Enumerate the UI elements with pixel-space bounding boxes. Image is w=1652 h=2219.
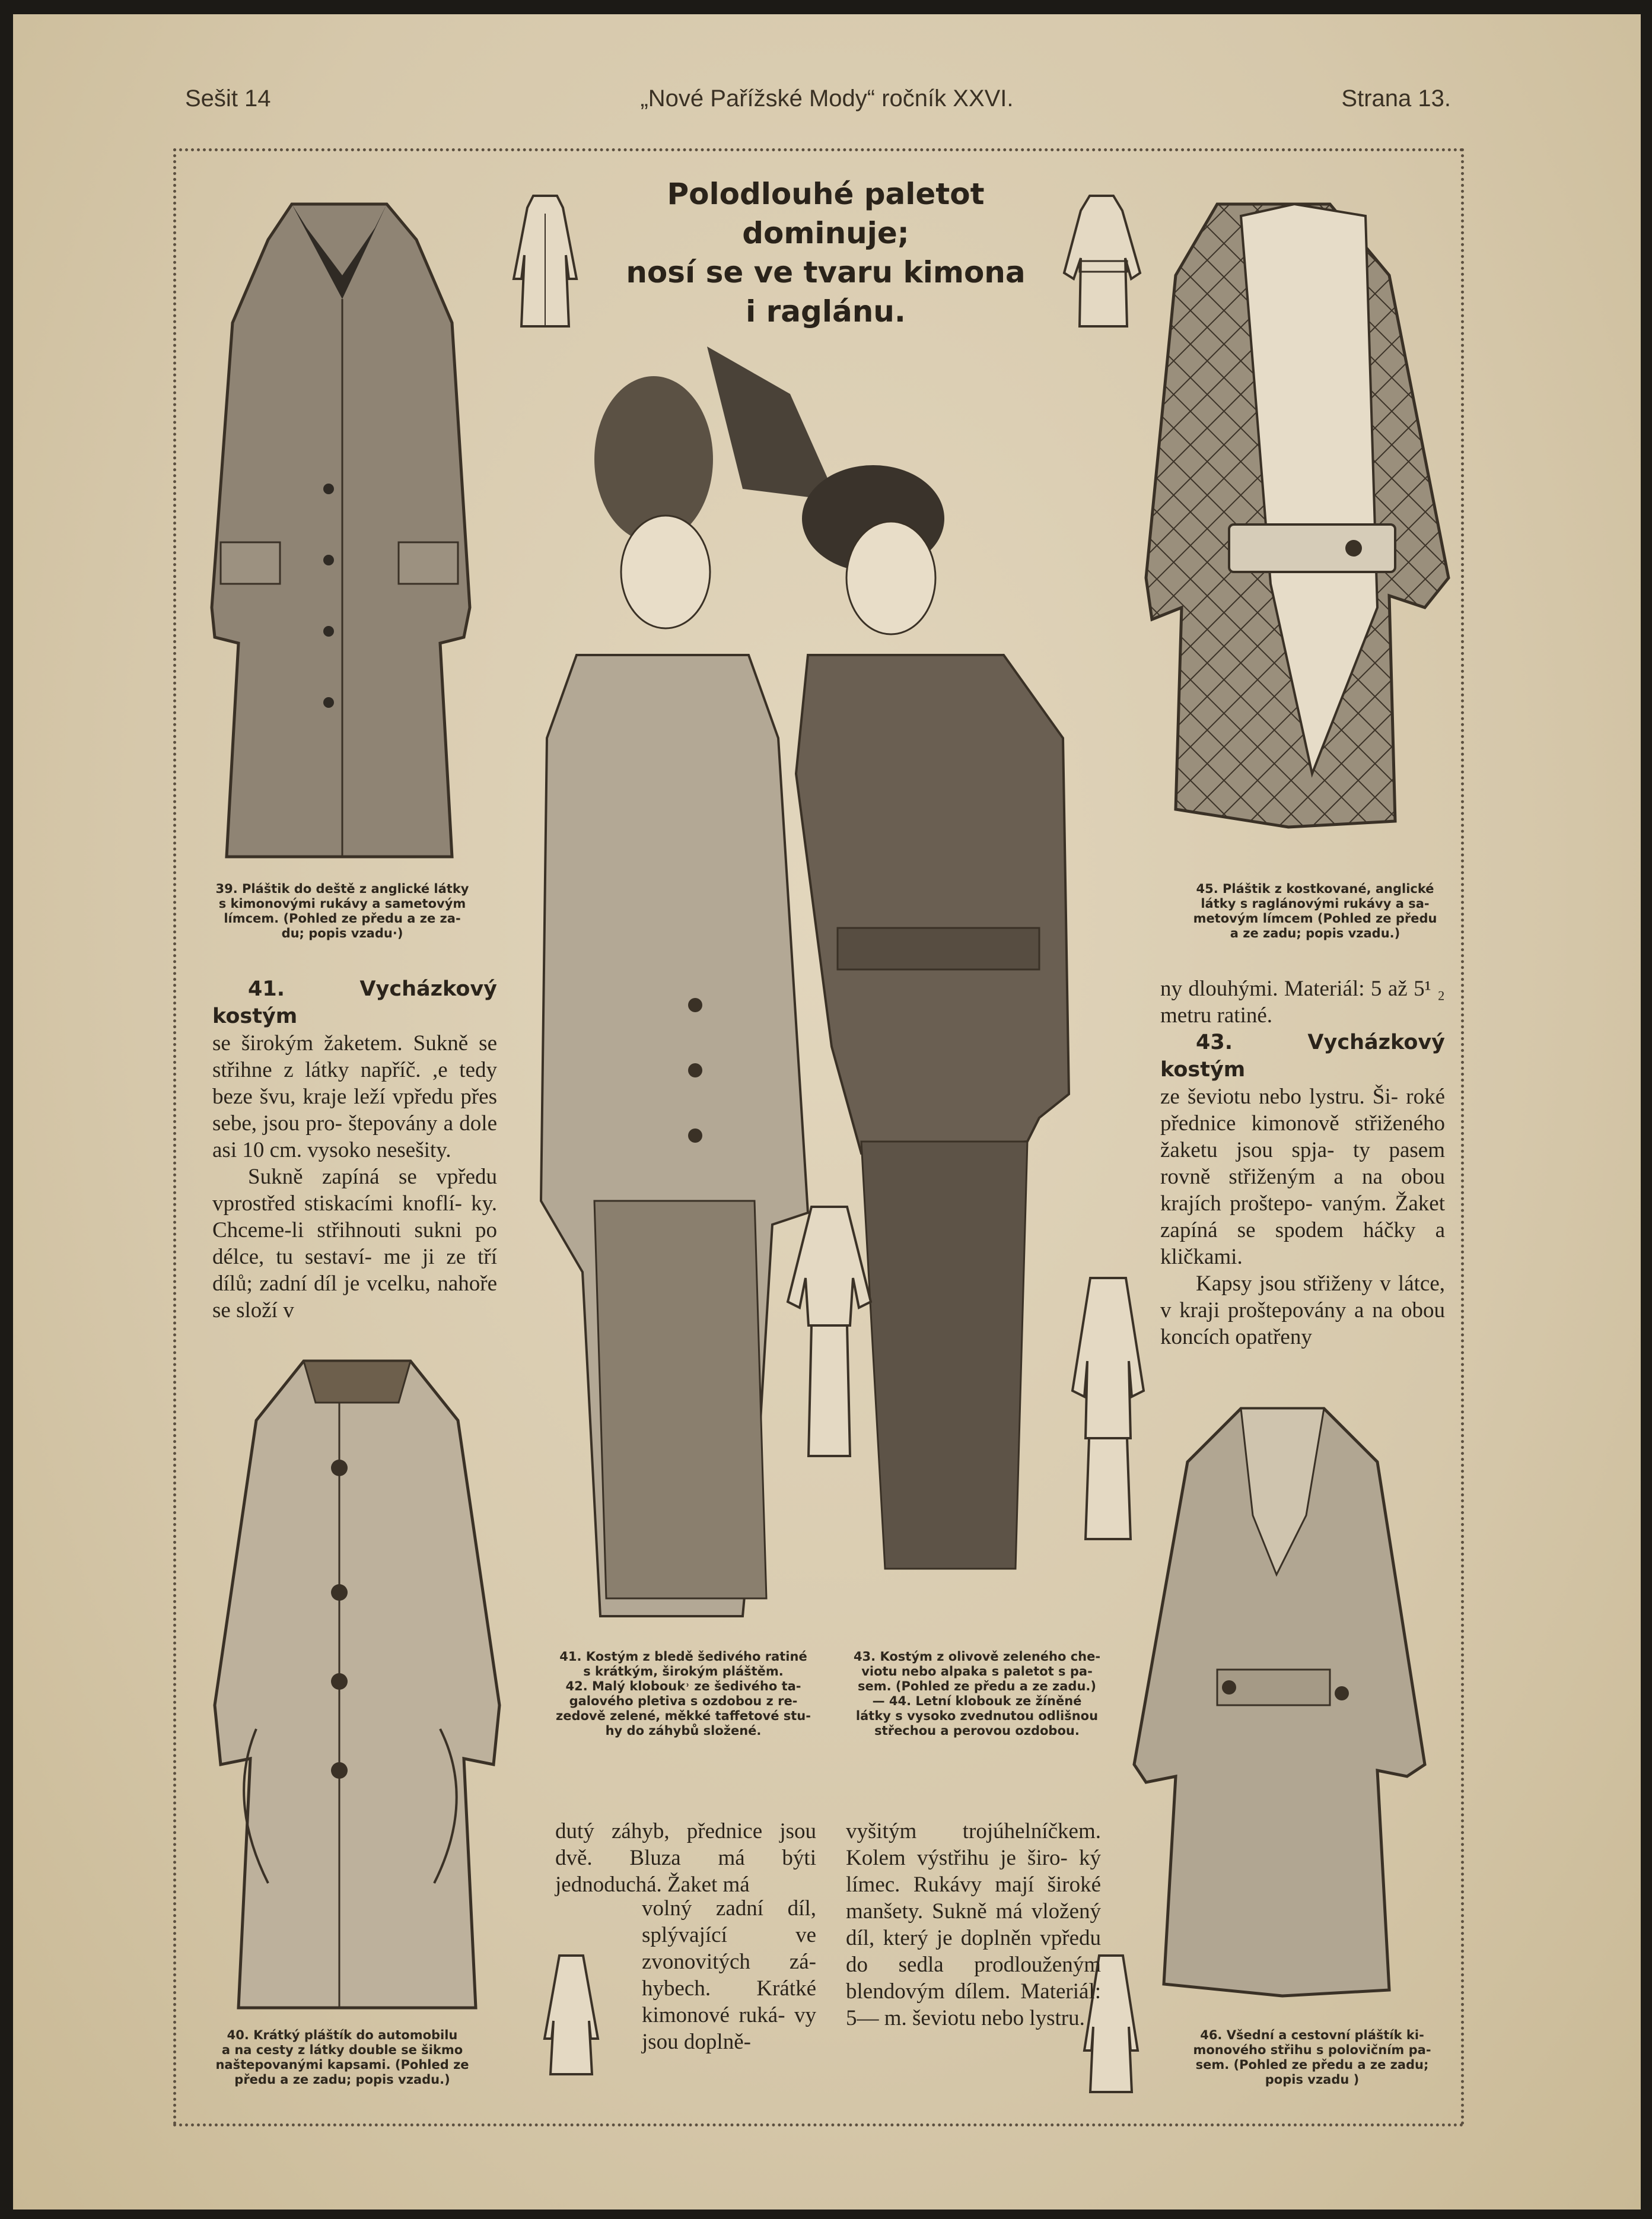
magazine-page	[13, 14, 1641, 2210]
motoring-coat-illustration-40	[203, 1349, 511, 2020]
caption-41	[547, 1649, 820, 1738]
page-number: Strana 13.	[1341, 85, 1451, 112]
caption-45	[1176, 882, 1454, 941]
caption-43-line: — 44. Letní klobouk ze žíněné	[872, 1694, 1082, 1708]
paragraph: se širokým žaketem. Sukně se střihne z látky napříč. ,e tedy beze švu, kraje leží vpředu přes sebe, jsou pro- štepovány a dole asi 10 cm. vysoko nesešity.	[212, 1031, 497, 1162]
raincoat-illustration-39	[203, 192, 482, 863]
section-heading-41: 41. Vycházkový kostým	[212, 977, 497, 1028]
paragraph: vyšitým trojúhelníčkem. Kolem výstřihu je širo- ký límec. Rukávy mají široké manšety. Sukně má vložený díl, který je doplněn vpředu do sedla prodlouženým blendovým dílem. Materiál: 5— m. ševiotu nebo lystru.	[846, 1819, 1101, 2030]
caption-40-line: a na cesty z látky double se šikmo	[221, 2043, 463, 2057]
caption-43-line: sem. (Pohled ze předu a ze zadu.)	[858, 1679, 1096, 1693]
back-view-sketch-40	[539, 1950, 604, 2080]
caption-45-line: látky s raglánovými rukávy a sa-	[1201, 896, 1430, 911]
text-column-right	[1160, 975, 1445, 1350]
caption-45-line: 45. Pláštik z kostkované, anglické	[1196, 882, 1434, 896]
caption-41-line: 41. Kostým z bledě šedivého ratiné	[559, 1649, 807, 1664]
issue-number: Sešit 14	[185, 85, 271, 112]
paragraph: ze ševiotu nebo lystru. Ši- roké přednice kimonově střiženého žaketu jsou spja- ty pasem rovně střiženým a na obou krajích proštepo- vaným. Žaket zapíná se spodem háčky a kličkami.	[1160, 1085, 1445, 1269]
caption-40-line: předu a ze zadu; popis vzadu.)	[234, 2072, 450, 2087]
text-column-bottom-left-indented	[642, 1895, 816, 2055]
paragraph: Sukně zapíná se vpředu vprostřed stiskacími knoflí- ky. Chceme-li střihnouti sukni po délce, tu sestaví- me ji ze tří dílů; zadní díl je vcelku, nahoře se složí v	[212, 1165, 497, 1323]
caption-40-line: 40. Krátký pláštík do automobilu	[227, 2028, 458, 2042]
caption-39	[203, 882, 482, 941]
text-column-bottom-left	[555, 1818, 816, 1898]
caption-43-line: látky s vysoko zvednutou odlišnou	[855, 1709, 1099, 1723]
back-view-sketch-41	[782, 1201, 877, 1462]
check-coat-illustration-45	[1140, 192, 1454, 845]
caption-39-line: límcem. (Pohled ze předu a ze za-	[224, 911, 461, 926]
caption-46-line: popis vzadu )	[1265, 2072, 1360, 2087]
caption-39-line: s kimonovými rukávy a sametovým	[218, 896, 466, 911]
paragraph: Kapsy jsou střiženy v látce, v kraji proštepovány a na obou koncích opatřeny	[1160, 1271, 1445, 1349]
caption-39-line: du; popis vzadu·)	[281, 926, 403, 940]
caption-46-line: monového střihu s polovičním pa-	[1193, 2043, 1431, 2057]
caption-41-line: 42. Malý klobouk˒ ze šedivého ta-	[565, 1679, 801, 1693]
caption-45-line: a ze zadu; popis vzadu.)	[1230, 926, 1400, 940]
caption-40-line: naštepovanými kapsami. (Pohled ze	[215, 2058, 469, 2072]
caption-41-line: zedově zelené, měkké taffetové stu-	[556, 1709, 811, 1723]
title-line-2: nosí se ve tvaru kimona	[626, 255, 1026, 290]
caption-46-line: 46. Všední a cestovní pláštík ki-	[1200, 2028, 1424, 2042]
caption-41-line: hy do záhybů složené.	[605, 1724, 762, 1738]
section-heading-43: 43. Vycházkový kostým	[1160, 1031, 1445, 1082]
text-column-left	[212, 975, 497, 1324]
caption-45-line: metovým límcem (Pohled ze předu	[1193, 911, 1437, 926]
title-line-1: Polodlouhé paletot dominuje;	[667, 177, 985, 250]
page-title	[600, 174, 1051, 331]
back-view-sketch-39	[507, 190, 584, 332]
title-line-3: i raglánu.	[746, 294, 906, 329]
caption-39-line: 39. Pláštik do deště z anglické látky	[215, 882, 469, 896]
paragraph: ny dlouhými. Materiál: 5 až 5¹ ₂ metru ratiné.	[1160, 977, 1445, 1028]
caption-46	[1176, 2028, 1449, 2087]
travel-coat-illustration-46	[1128, 1397, 1437, 2002]
back-view-sketch-45	[1057, 190, 1146, 332]
caption-43-line: viotu nebo alpaka s paletot s pa-	[861, 1664, 1093, 1678]
text-column-bottom-right	[846, 1818, 1101, 2032]
caption-43-line: střechou a perovou ozdobou.	[874, 1724, 1080, 1738]
caption-43-line: 43. Kostým z olivově zeleného che-	[853, 1649, 1101, 1664]
caption-40	[203, 2028, 482, 2087]
paragraph: volný zadní díl, splývající ve zvonovitých zá- hybech. Krátké kimonové ruká- vy jsou doplně-	[642, 1896, 816, 2054]
caption-46-line: sem. (Pohled ze předu a ze zadu;	[1195, 2058, 1429, 2072]
magazine-title: „Nové Pařížské Mody“ ročník XXVI.	[640, 85, 1014, 112]
caption-43	[841, 1649, 1113, 1738]
caption-41-line: s krátkým, širokým pláštěm.	[583, 1664, 784, 1678]
caption-41-line: galového pletiva s ozdobou z re-	[569, 1694, 798, 1708]
paragraph: dutý záhyb, přednice jsou dvě. Bluza má býti jednoduchá. Žaket má	[555, 1819, 816, 1897]
